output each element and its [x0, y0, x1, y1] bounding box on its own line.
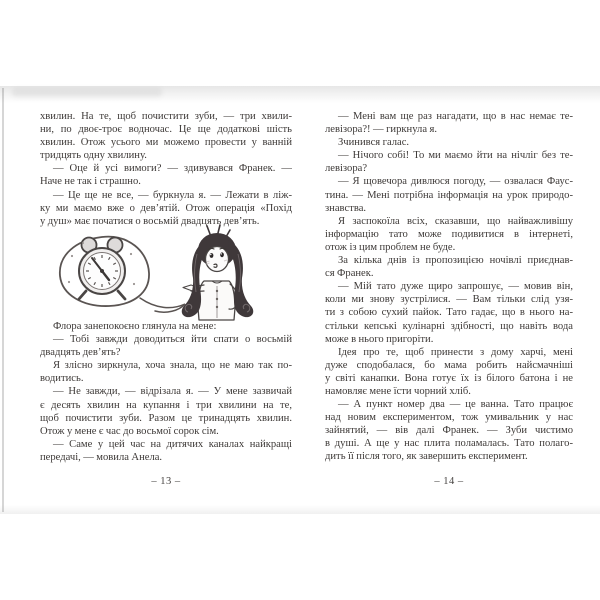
text-line: стільки кепські кулінарні здібності, що навіть вода — [325, 320, 573, 332]
text-line: в душі. А ще у нас плита поламалась. Тато полаго- — [325, 438, 573, 450]
text-line: коли ми знову зустрілися. — Вам тільки слід узя- — [325, 294, 573, 306]
page-bottom-edge-shadow — [0, 505, 600, 514]
page-number-14: – 14 – — [434, 476, 464, 487]
text-line: — Це ще не все, — буркнула я. — Лежати в ліж- — [53, 189, 292, 201]
text-line: тридцять одну хвилину. — [40, 150, 147, 162]
text-line: Я заспокоїла всіх, сказавши, що найважливішу — [338, 215, 573, 227]
text-line: Флора занепокоєно глянула на мене: — [53, 321, 217, 332]
text-column-right — [325, 110, 573, 464]
text-line: хвилин. Отож усього ми можемо провести у ванній — [40, 137, 292, 149]
text-line: левізора?! — гиркнула я. — [325, 124, 437, 136]
text-line: Наче не так і страшно. — [40, 176, 141, 188]
text-line: левізора? — [325, 163, 368, 175]
text-line: ни, по двоє-троє водночас. Це ще додаткові шість — [40, 124, 292, 136]
text-line: є десять хвилин на купання і три хвилини на те, — [40, 399, 292, 411]
text-line: двадцять дев’ять? — [40, 347, 121, 359]
text-line: — Тобі завжди доводиться йти спати о восьмій — [53, 334, 292, 346]
text-line: Зчинився галас. — [338, 137, 410, 149]
text-line: ку ми маємо вже о дев’ятій. Отож операція «Похід — [40, 202, 292, 214]
text-line: ти з собою сухий пайок. Тато гадає, що в нього на- — [325, 307, 573, 319]
text-line: — Мій тато дуже щиро запрошує, — мовив він, — [338, 281, 573, 293]
text-line: — Мені вам ще раз нагадати, що в нас немає те- — [338, 111, 573, 122]
text-line: — А пункт номер два — це ванна. Тато працює — [338, 399, 573, 411]
text-line: знавства. — [325, 202, 367, 214]
page-number-13: – 13 – — [151, 476, 181, 487]
text-column-left-top — [40, 110, 292, 228]
illustration-thought-bubble-alarm-clock-and-girl — [42, 224, 278, 328]
page-top-edge-smudge — [12, 88, 162, 97]
text-line: ся Франек. — [325, 268, 374, 280]
text-line: хвилин. На те, щоб почистити зуби, — три хвили- — [40, 111, 292, 122]
text-line: зайнятий, — вів далі Франек. — Зуби чистимо — [325, 425, 573, 437]
text-line: Я злісно зиркнула, хоча знала, що не маю так по- — [53, 360, 292, 372]
text-line: щоб почистити зуби. Разом це тринадцять хвилин. — [40, 412, 292, 424]
text-line: отож із цим проблем не буде. — [325, 241, 456, 253]
text-line: водитись. — [40, 373, 84, 385]
text-line: інформацію тато може подивитися в інтернеті, — [325, 228, 573, 240]
text-line: Отож у мене є час до восьмої сорок сім. — [40, 425, 219, 437]
text-line: намовляє мене їсти чорний хліб. — [325, 385, 471, 397]
text-line: передачі, — мовила Анела. — [40, 451, 163, 463]
text-line: — Не завжди, — відрізала я. — У мене зазвичай — [53, 386, 292, 398]
text-line: — Оце й усі вимоги? — здивувався Франек. — — [53, 163, 292, 175]
text-column-left-bottom — [40, 320, 292, 464]
text-line: дить її після того, як завершить експеримент. — [325, 451, 528, 463]
text-line: у світі канапки. Вона готує їх із білого батона і не — [325, 372, 573, 384]
text-line: — Я щовечора дивлюся погоду, — озвалася Фаус- — [338, 176, 573, 188]
text-line: — Саме у цей час на дитячих каналах найкращі — [53, 438, 292, 450]
page-left-edge — [2, 88, 4, 512]
text-line: може в нього пригоріти. — [325, 333, 434, 345]
text-line: — Нічого собі! То ми маємо йти на нічліг без те- — [338, 150, 573, 162]
text-line: дуже сподобалася, бо мама робить найсмачніші — [325, 359, 573, 371]
text-line: Ідея про те, щоб принести з дому харчі, мені — [338, 346, 573, 358]
text-line: За кілька днів із пропозицією ночівлі приєднав- — [338, 255, 573, 267]
text-line: у душ» має початися о восьмій двадцять дев’ять. — [40, 215, 260, 227]
girl-illustration — [182, 225, 254, 320]
text-line: тина. — Мені потрібна інформація на урок природо- — [325, 189, 573, 201]
text-line: над новим експериментом, тож умивальник у нас — [325, 412, 573, 424]
